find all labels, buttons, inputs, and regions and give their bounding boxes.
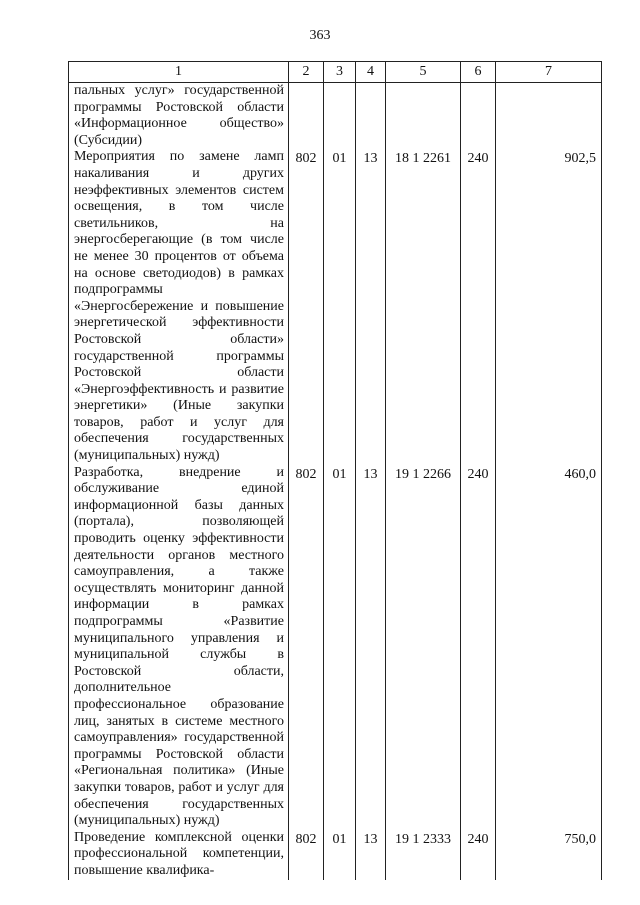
row-section: 01 [324,149,356,464]
row-ministry [289,83,324,150]
row-expense: 240 [461,830,496,880]
row-name: Разработка, внедрение и обслуживание единой информационной базы данных (портала), позволяющей проводить оценку эффективности деятельности органов местного самоуправления, а также осуществлять мониторинг данной информации в рамках подпрограммы «Развитие муниципального управления и муниципальной службы в Ростовской области, дополнительное профессиональное образование лиц, занятых в системе местного самоуправления» государственной программы Ростовской области «Региональная политика» (Иные закупки товаров, работ и услуг для обеспечения государственных (муниципальных) нужд) [69,465,289,830]
row-amount: 750,0 [496,830,602,880]
column-header-section: 3 [324,62,356,83]
budget-table [68,61,602,880]
table-row [69,83,602,150]
column-header-name: 1 [69,62,289,83]
row-expense: 240 [461,149,496,464]
table-row [69,149,602,464]
column-header-amount: 7 [496,62,602,83]
table-header-row [69,62,602,83]
row-ministry: 802 [289,830,324,880]
column-header-expense: 6 [461,62,496,83]
row-section: 01 [324,830,356,880]
row-ministry: 802 [289,149,324,464]
row-section [324,83,356,150]
row-subsection: 13 [356,149,386,464]
row-target: 18 1 2261 [386,149,461,464]
row-target: 19 1 2266 [386,465,461,830]
row-amount: 902,5 [496,149,602,464]
row-amount: 460,0 [496,465,602,830]
row-name: пальных услуг» государственной программы Ростовской области «Информационное общество» (Субсидии) [69,83,289,150]
row-subsection [356,83,386,150]
row-expense: 240 [461,465,496,830]
table-row [69,830,602,880]
page-number: 363 [309,28,331,43]
row-expense [461,83,496,150]
row-target [386,83,461,150]
row-subsection: 13 [356,465,386,830]
table-row [69,465,602,830]
column-header-ministry: 2 [289,62,324,83]
column-header-subsection: 4 [356,62,386,83]
row-name: Мероприятия по замене ламп накаливания и других неэффективных элементов систем освещения, в том числе светильников, на энергосберегающие (в том числе не менее 30 процентов от объема на основе светодиодов) в рамках подпрограммы «Энергосбережение и повышение энергетической эффективности Ростовской области» государственной программы Ростовской области «Энергоэффективность и развитие энергетики» (Иные закупки товаров, работ и услуг для обеспечения государственных (муниципальных) нужд) [69,149,289,464]
row-name: Проведение комплексной оценки профессиональной компетенции, повышение квалифика- [69,830,289,880]
row-section: 01 [324,465,356,830]
row-ministry: 802 [289,465,324,830]
row-target: 19 1 2333 [386,830,461,880]
row-subsection: 13 [356,830,386,880]
column-header-target: 5 [386,62,461,83]
row-amount [496,83,602,150]
